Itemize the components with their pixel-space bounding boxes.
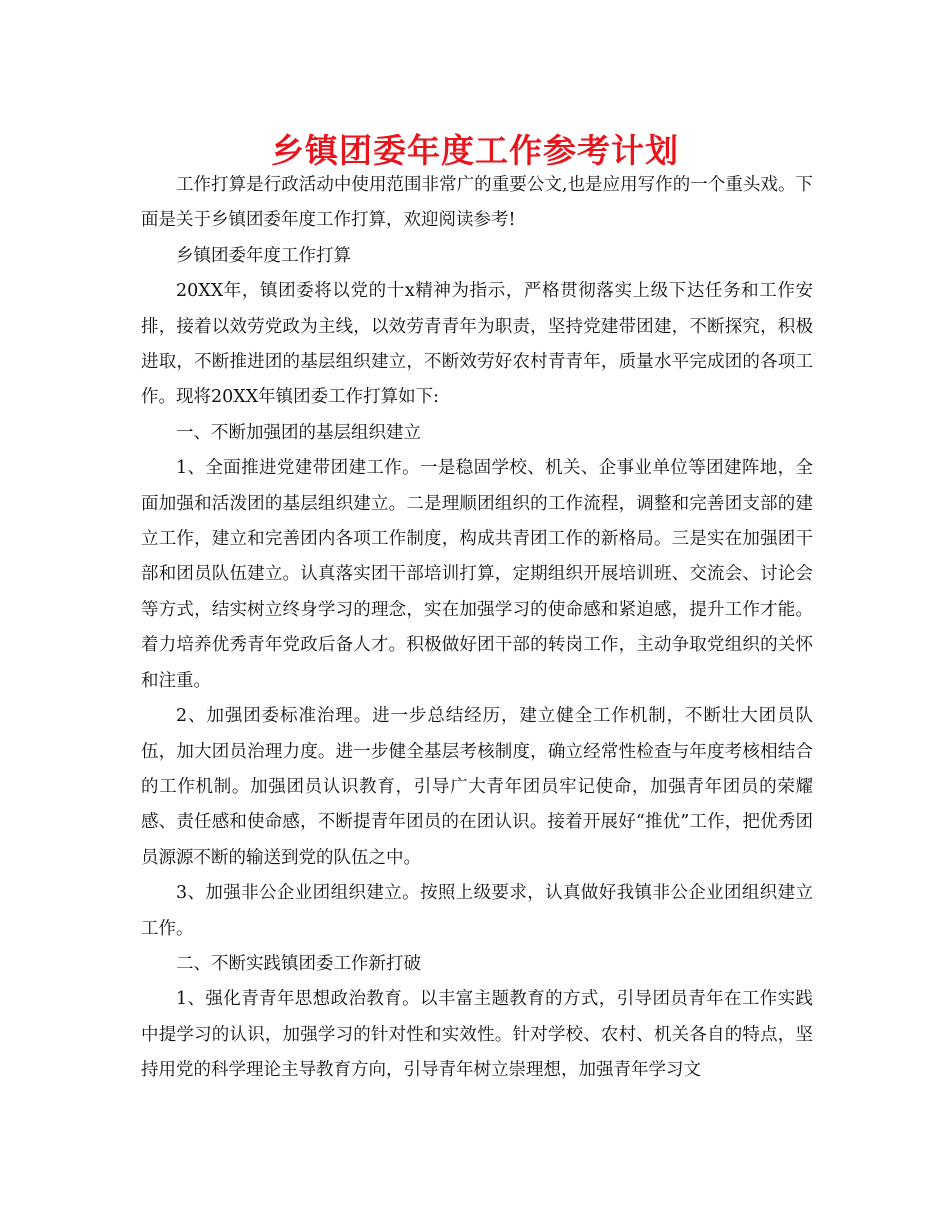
paragraph-item-1-1: 1、全面推进党建带团建工作。一是稳固学校、机关、企事业单位等团建阵地，全面加强和活泼团的基层组织建立。二是理顺团组织的工作流程，调整和完善团支部的建立工作，建立和完善团内各项工作制度，构成共青团工作的新格局。三是实在加强团干部和团员队伍建立。认真落实团干部培训打算，定期组织开展培训班、交流会、讨论会等方式，结实树立终身学习的理念，实在加强学习的使命感和紧迫感，提升工作才能。着力培养优秀青年党政后备人才。积极做好团干部的转岗工作，主动争取党组织的关怀和注重。 <box>141 458 813 691</box>
paragraph-overview: 20XX年，镇团委将以党的十x精神为指示，严格贯彻落实上级下达任务和工作安排，接着以效劳党政为主线，以效劳青青年为职责，坚持党建带团建，不断探究，积极进取，不断推进团的基层组织建立，不断效劳好农村青青年，质量水平完成团的各项工作。现将20XX年镇团委工作打算如下: <box>141 281 813 408</box>
section-heading-1: 一、不断加强团的基层组织建立 <box>176 422 421 443</box>
paragraph-subtitle: 乡镇团委年度工作打算 <box>176 245 351 266</box>
paragraph-item-1-2: 2、加强团委标准治理。进一步总结经历，建立健全工作机制，不断壮大团员队伍，加大团员治理力度。进一步健全基层考核制度，确立经常性检查与年度考核相结合的工作机制。加强团员认识教育，引导广大青年团员牢记使命，加强青年团员的荣耀感、责任感和使命感，不断提青年团员的在团认识。接着开展好“推优”工作，把优秀团员源源不断的输送到党的队伍之中。 <box>141 706 813 868</box>
document-body <box>141 168 813 1089</box>
paragraph-item-1-3: 3、加强非公企业团组织建立。按照上级要求，认真做好我镇非公企业团组织建立工作。 <box>141 883 813 939</box>
paragraph-intro: 工作打算是行政活动中使用范围非常广的重要公文,也是应用写作的一个重头戏。下面是关于乡镇团委年度工作打算，欢迎阅读参考! <box>141 175 813 231</box>
section-heading-2: 二、不断实践镇团委工作新打破 <box>176 953 421 974</box>
paragraph-item-2-1: 1、强化青青年思想政治教育。以丰富主题教育的方式，引导团员青年在工作实践中提学习的认识，加强学习的针对性和实效性。针对学校、农村、机关各自的特点，坚持用党的科学理论主导教育方向，引导青年树立崇理想，加强青年学习文 <box>141 989 813 1081</box>
document-title: 乡镇团委年度工作参考计划 <box>271 131 679 170</box>
